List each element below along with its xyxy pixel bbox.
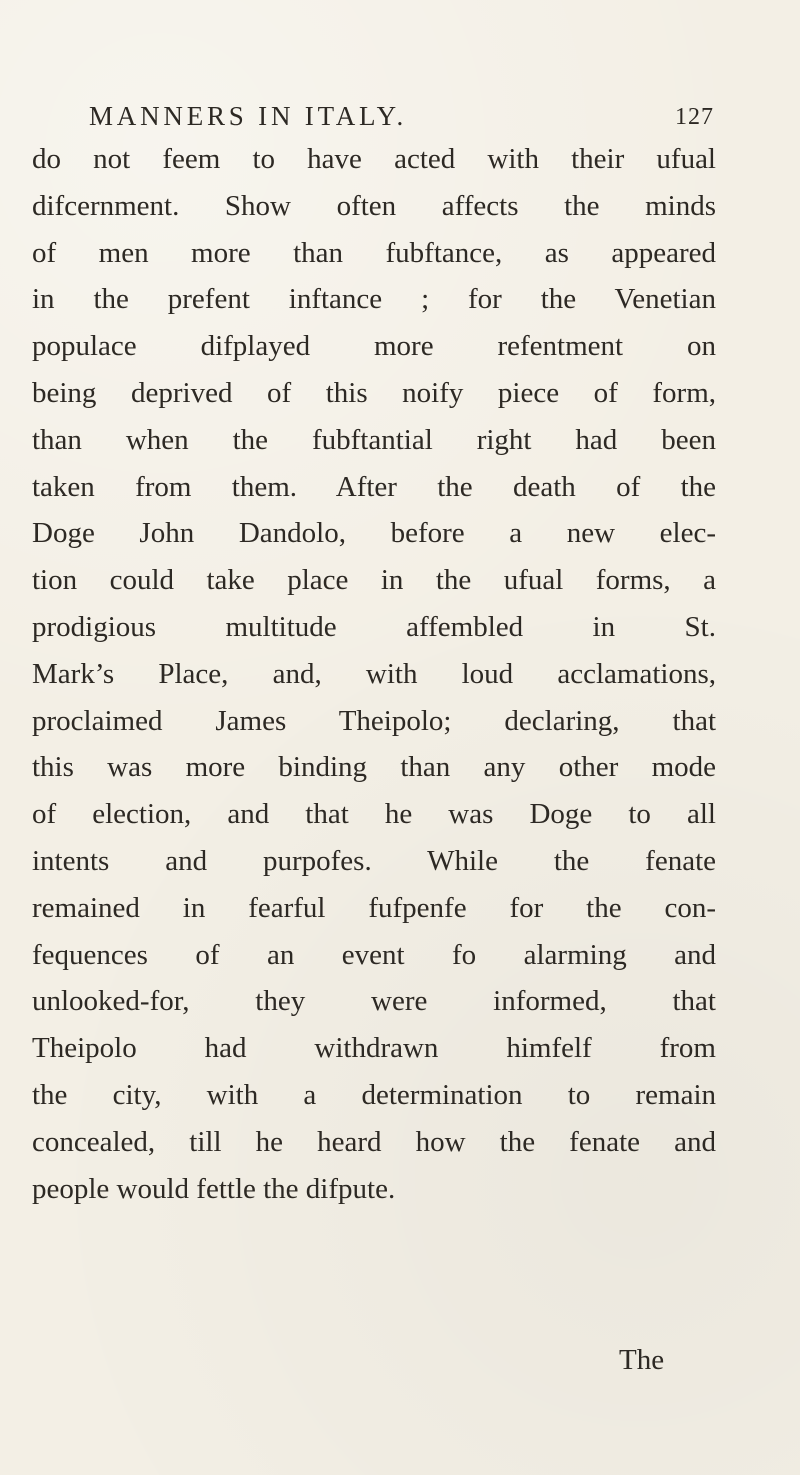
text-line: do not feem to have acted with their ufual (32, 143, 716, 175)
text-line: unlooked-for, they were informed, that (32, 985, 716, 1018)
text-line: Mark’s Place, and, with loud acclamations, (32, 657, 716, 690)
text-line: in the prefent inftance ; for the Venetian (32, 283, 716, 316)
body-text (32, 136, 716, 1212)
text-line: tion could take place in the ufual forms, a (32, 564, 716, 597)
text-line: remained in fearful fufpenfe for the con- (32, 891, 716, 924)
text-line: Theipolo had withdrawn himfelf from (32, 1032, 716, 1065)
text-line: of men more than fubftance, as appeared (32, 236, 716, 269)
text-line: Doge John Dandolo, before a new elec- (32, 517, 716, 550)
text-line: intents and purpofes. While the fenate (32, 844, 716, 877)
text-line: than when the fubftantial right had been (32, 423, 716, 456)
text-line: taken from them. After the death of the (32, 470, 716, 503)
text-line: being deprived of this noify piece of form, (32, 376, 716, 409)
text-line: people would fettle the difpute. (32, 1172, 396, 1205)
text-line: the city, with a determination to remain (32, 1078, 716, 1111)
text-line: difcernment. Show often affects the minds (32, 189, 716, 222)
text-line: populace difplayed more refentment on (32, 330, 716, 363)
text-line: concealed, till he heard how the fenate and (32, 1125, 716, 1158)
catchword: The (619, 1344, 665, 1376)
text-line: proclaimed James Theipolo; declaring, that (32, 704, 716, 737)
text-line: this was more binding than any other mode (32, 751, 716, 784)
page-header (89, 100, 714, 140)
text-line: prodigious multitude affembled in St. (32, 610, 716, 643)
text-line: fequences of an event fo alarming and (32, 938, 716, 971)
text-line: of election, and that he was Doge to all (32, 798, 716, 831)
page-number: 127 (675, 104, 714, 130)
running-head: MANNERS IN ITALY. (89, 101, 407, 131)
